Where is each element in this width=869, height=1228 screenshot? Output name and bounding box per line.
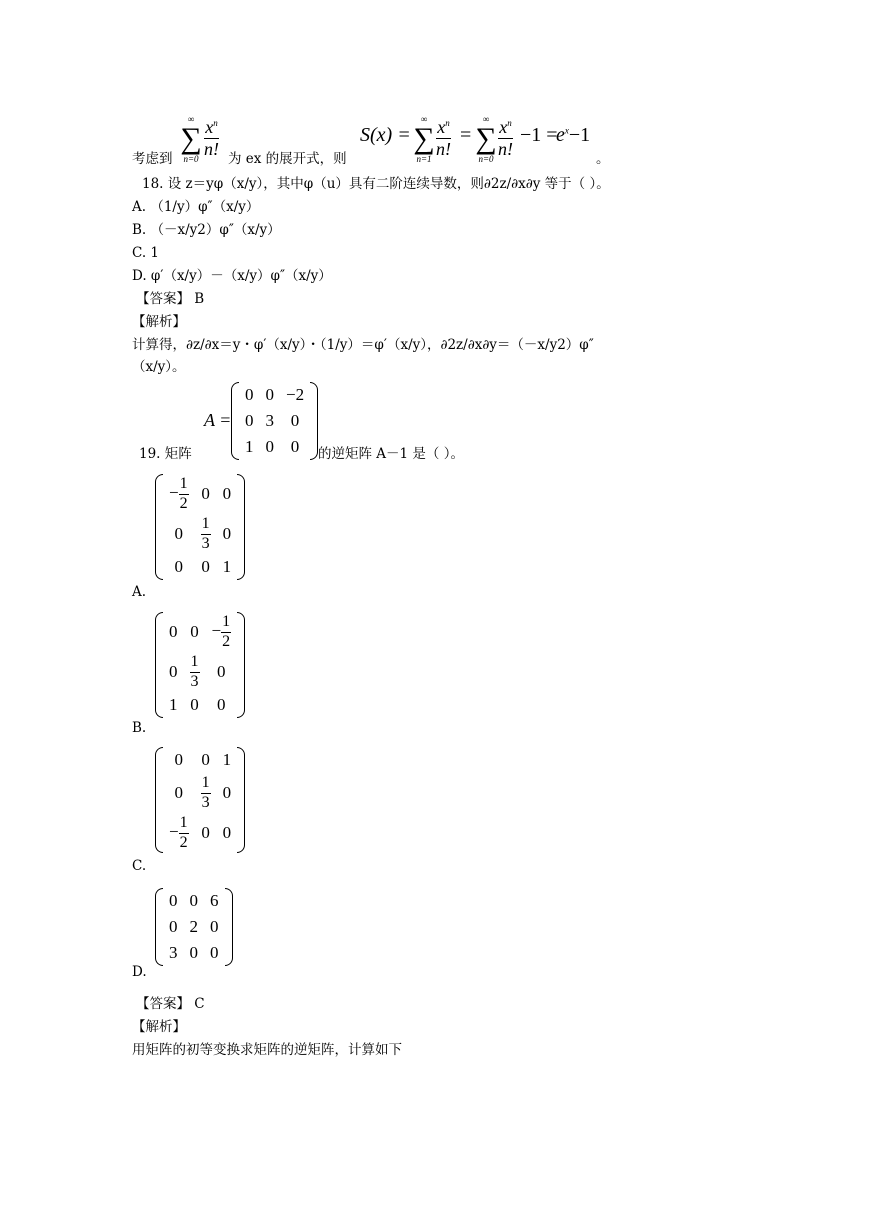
matrix-a-label: A = xyxy=(204,410,232,430)
matrix-cell: 0 xyxy=(222,484,232,503)
matrix-cell: 1 xyxy=(222,557,232,576)
q19-option-b-label: B. xyxy=(132,720,147,736)
matrix-cell: 0 xyxy=(201,750,210,769)
text-expansion: 为 ex 的展开式，则 xyxy=(228,151,347,167)
q18-option-c: C. 1 xyxy=(132,245,160,261)
matrix-cell: $\frac{1}{3}$ xyxy=(201,515,210,552)
minus-one-equals: −1 = xyxy=(520,124,558,146)
q19-option-c-matrix xyxy=(155,747,245,853)
s-of-x: S(x) = xyxy=(360,124,411,146)
matrix-cell: $\frac{1}{3}$ xyxy=(190,653,199,690)
matrix-cell: 0 xyxy=(169,662,178,681)
matrix-cell: $\frac{1}{3}$ xyxy=(201,774,210,811)
matrix-cell: 1 xyxy=(245,437,254,456)
matrix-cell: − $\frac{1}{2}$ xyxy=(211,613,231,650)
matrix-cell: 0 xyxy=(174,557,184,576)
series-frac-3: $\frac{x^n}{n!}$ xyxy=(498,117,513,159)
q19-option-a-matrix xyxy=(155,474,245,580)
matrix-cell: 0 xyxy=(210,917,219,936)
series-sum-1: ∞ ∑ n=0 xyxy=(180,114,202,164)
series-sum-3: ∞ ∑ n=0 xyxy=(475,114,497,164)
matrix-cell: 0 xyxy=(245,385,254,404)
matrix-cell: 6 xyxy=(210,891,219,910)
matrix-cell: 0 xyxy=(217,662,226,681)
q18-option-d: D. φ′（x/y）－（x/y）φ″（x/y） xyxy=(132,268,332,284)
q18-analysis-line2: （x/y）。 xyxy=(132,359,186,375)
series-sum-2: ∞ ∑ n=1 xyxy=(413,114,435,164)
q19-answer: 【答案】 C xyxy=(136,996,205,1012)
q18-stem: 18. 设 z＝yφ（x/y），其中φ（u）具有二阶连续导数，则∂2z/∂x∂y 等于（ ）。 xyxy=(142,176,610,192)
matrix-cell: 0 xyxy=(174,783,184,802)
q19-option-b-matrix xyxy=(155,612,245,718)
q18-option-a: A. （1/y）φ″（x/y） xyxy=(132,199,260,215)
matrix-cell: 0 xyxy=(189,891,198,910)
q19-analysis-text: 用矩阵的初等变换求矩阵的逆矩阵，计算如下 xyxy=(132,1042,402,1058)
series-frac-1: $\frac{x^n}{n!}$ xyxy=(204,117,219,159)
sum-lower: n=0 xyxy=(183,154,199,164)
matrix-cell: 0 xyxy=(222,783,232,802)
q19-number: 19. 矩阵 xyxy=(139,446,192,462)
matrix-cell: 0 xyxy=(174,750,184,769)
period: 。 xyxy=(596,151,610,167)
q18-analysis-line1: 计算得，∂z/∂x＝y・φ′（x/y）・（1/y）＝φ′（x/y），∂2z/∂x∂y＝（－x/y2）φ″ xyxy=(132,337,594,353)
matrix-a xyxy=(231,382,318,460)
q19-option-c-label: C. xyxy=(132,858,147,874)
matrix-cell: 0 xyxy=(265,385,274,404)
matrix-cell: 0 xyxy=(210,943,219,962)
matrix-cell: − $\frac{1}{2}$ xyxy=(169,475,188,512)
matrix-cell: 0 xyxy=(190,622,199,641)
text-consider: 考虑到 xyxy=(132,151,173,167)
q19-option-a-label: A. xyxy=(132,584,147,600)
matrix-cell: 0 xyxy=(174,524,184,543)
matrix-cell: 0 xyxy=(189,943,198,962)
matrix-cell: 1 xyxy=(169,695,178,714)
matrix-cell: 0 xyxy=(201,557,210,576)
matrix-cell: 3 xyxy=(169,943,178,962)
matrix-cell: 3 xyxy=(265,411,274,430)
matrix-cell: − $\frac{1}{2}$ xyxy=(169,814,188,851)
matrix-cell: 0 xyxy=(201,823,210,842)
matrix-cell: 0 xyxy=(169,917,178,936)
matrix-cell: −2 xyxy=(286,385,305,404)
series-frac-2: $\frac{x^n}{n!}$ xyxy=(436,117,451,159)
q19-option-d-label: D. xyxy=(132,964,147,980)
equals-sign: = xyxy=(460,124,472,146)
sum-upper: ∞ xyxy=(187,114,195,124)
exp-term: $e^x-1$ xyxy=(556,124,591,146)
matrix-cell: 0 xyxy=(290,411,300,430)
matrix-cell: 2 xyxy=(189,917,198,936)
q19-analysis-title: 【解析】 xyxy=(132,1019,186,1035)
q18-option-b: B. （－x/y2）φ″（x/y） xyxy=(132,222,281,238)
matrix-cell: 1 xyxy=(222,750,232,769)
matrix-cell: 0 xyxy=(201,484,210,503)
q19-stem-tail: 的逆矩阵 A－1 是（ ）。 xyxy=(318,446,464,462)
matrix-cell: 0 xyxy=(169,622,178,641)
matrix-cell: 0 xyxy=(222,823,232,842)
matrix-cell: 0 xyxy=(169,891,178,910)
matrix-cell: 0 xyxy=(217,695,226,714)
matrix-cell: 0 xyxy=(222,524,232,543)
q18-analysis-title: 【解析】 xyxy=(132,314,186,330)
matrix-cell: 0 xyxy=(190,695,199,714)
matrix-cell: 0 xyxy=(245,411,254,430)
matrix-cell: 0 xyxy=(290,437,300,456)
q18-answer: 【答案】 B xyxy=(136,291,205,307)
matrix-cell: 0 xyxy=(265,437,274,456)
q19-option-d-matrix xyxy=(155,888,233,966)
